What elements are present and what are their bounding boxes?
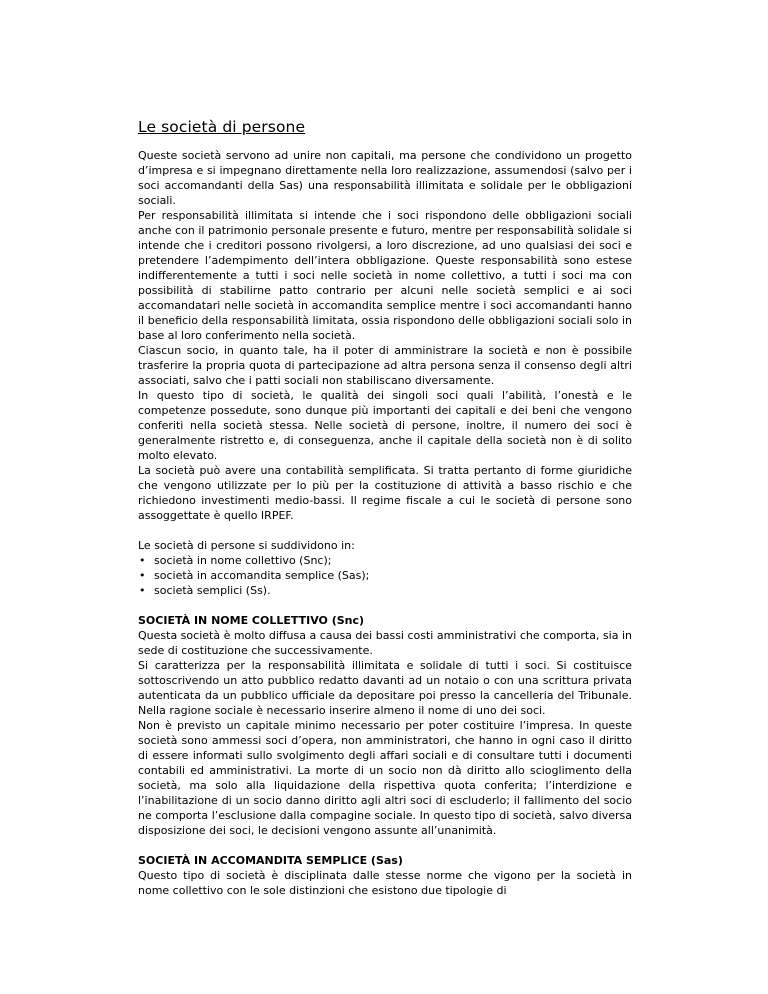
intro-paragraph: La società può avere una contabilità semplificata. Si tratta pertanto di forme giuridiche che vengono utilizzate per lo più per la costituzione di attività a basso rischio e che richiedono investimenti medio-bassi. Il regime fiscale a cui le società di persone sono assoggettate è quello IRPEF. [138, 464, 632, 522]
sas-paragraph: Questo tipo di società è disciplinata dalle stesse norme che vigono per la società in nome collettivo con le sole distinzioni che esistono due tipologie di [138, 869, 632, 897]
intro-paragraph: Per responsabilità illimitata si intende che i soci rispondono delle obbligazioni sociali anche con il patrimonio personale presente e futuro, mentre per responsabilità solidale si intende che i creditori possono rivolgersi, a loro discrezione, ad uno qualsiasi dei soci e pretendere l’adempimento dell’intera obbligazione. Queste responsabilità sono estese indifferentemente a tutti i soci nelle società in nome collettivo, a tutti i soci ma con possibilità di stabilirne patto contrario per alcuni nelle società semplici e ai soci accomandatari nelle società in accomandita semplice mentre i soci accomandanti hanno il beneficio della responsabilità limitata, ossia rispondono delle obbligazioni sociali solo in base al loro conferimento nella società. [138, 209, 632, 342]
intro-paragraph: Ciascun socio, in quanto tale, ha il poter di amministrare la società e non è possibile trasferire la propria quota di partecipazione ad altra persona senza il consenso degli altri associati, salvo che i patti sociali non stabiliscano diversamente. [138, 344, 632, 387]
snc-paragraph: Non è previsto un capitale minimo necessario per poter costituire l’impresa. In queste società sono ammessi soci d’opera, non amministratori, che hanno in ogni caso il diritto di essere informati sullo svolgimento degli affari sociali e di consultare tutti i documenti contabili ed amministrativi. La morte di un socio non dà diritto allo scioglimento della società, ma solo alla liquidazione della rispettiva quota conferita; l’interdizione e l’inabilitazione di un socio danno diritto agli altri soci di escluderlo; il fallimento del socio ne comporta l’esclusione dalla compagine sociale. In questo tipo di società, salvo diversa disposizione dei soci, le decisioni vengono assunte all’unanimità. [138, 719, 632, 837]
list-item: • società in nome collettivo (Snc); [138, 553, 632, 568]
intro-section [138, 148, 632, 523]
document-page [138, 118, 632, 898]
list-item: • società semplici (Ss). [138, 583, 632, 598]
snc-section [138, 613, 632, 838]
snc-paragraph: Si caratterizza per la responsabilità illimitata e solidale di tutti i soci. Si costituisce sottoscrivendo un atto pubblico redatto davanti ad un notaio o con una scrittura privata autenticata da un pubblico ufficiale da depositare poi presso la cancelleria del Tribunale. Nella ragione sociale è necessario inserire almeno il nome di uno dei soci. [138, 659, 632, 717]
snc-paragraph: Questa società è molto diffusa a causa dei bassi costi amministrativi che comporta, sia in sede di costituzione che successivamente. [138, 629, 632, 657]
intro-paragraph: Queste società servono ad unire non capitali, ma persone che condividono un progetto d’impresa e si impegnano direttamente nella loro realizzazione, assumendosi (salvo per i soci accomandanti della Sas) una responsabilità illimitata e solidale per le obbligazioni sociali. [138, 149, 632, 207]
intro-paragraph: In questo tipo di società, le qualità dei singoli soci quali l’abilità, l’onestà e le competenze possedute, sono dunque più importanti dei capitali e dei beni che vengono conferiti nella società stessa. Nelle società di persone, inoltre, il numero dei soci è generalmente ristretto e, di conseguenza, anche il capitale della società non è di solito molto elevato. [138, 389, 632, 462]
list-item: • società in accomandita semplice (Sas); [138, 568, 632, 583]
sas-section [138, 853, 632, 898]
sas-heading: SOCIETÀ IN ACCOMANDITA SEMPLICE (Sas) [138, 854, 403, 867]
company-types-list [138, 553, 632, 598]
document-title: Le società di persone [138, 118, 306, 136]
snc-heading: SOCIETÀ IN NOME COLLETTIVO (Snc) [138, 614, 365, 627]
list-intro: Le società di persone si suddividono in: [138, 539, 355, 552]
